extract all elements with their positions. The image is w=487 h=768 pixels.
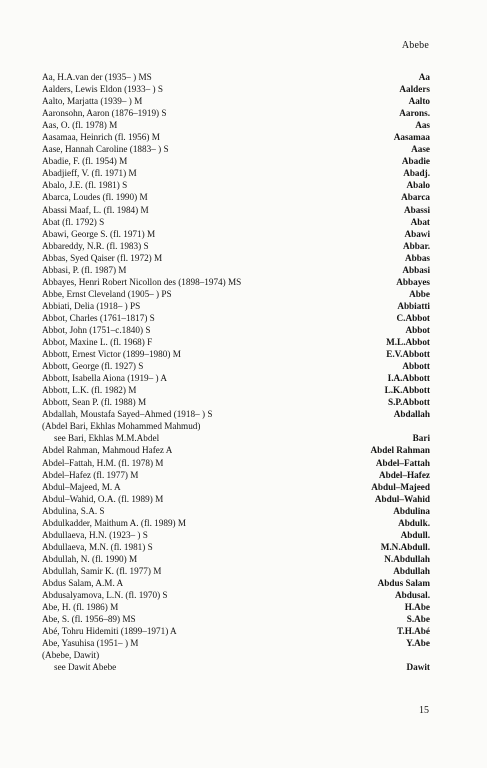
entry-row (42, 252, 430, 264)
author-entry: Abdul–Majeed, M. A (42, 481, 121, 492)
author-abbreviation: L.K.Abbott (384, 385, 430, 396)
entry-row (42, 565, 430, 577)
author-abbreviation: Aa (418, 72, 430, 82)
entry-row (42, 517, 430, 529)
entry-row (42, 408, 430, 420)
entry-row (42, 396, 430, 408)
author-abbreviation: Abdallah (393, 409, 430, 420)
author-entry: Aase, Hannah Caroline (1883– ) S (42, 144, 169, 155)
author-abbreviation: Aalto (408, 96, 430, 107)
author-entry: Abbas, Syed Qaiser (fl. 1972) M (42, 252, 163, 263)
author-abbreviation: M.L.Abbot (386, 337, 430, 348)
entry-row (42, 661, 430, 673)
author-entry: Abat (fl. 1792) S (42, 216, 105, 227)
author-abbreviation: C.Abbot (396, 312, 430, 323)
author-abbreviation: Abdulk. (398, 517, 430, 528)
author-abbreviation: Abawi (404, 228, 430, 239)
author-abbreviation: Abbayes (396, 276, 430, 287)
entry-row (42, 553, 430, 565)
entry-row (42, 240, 430, 252)
author-abbreviation: Abdel–Hafez (378, 469, 430, 480)
entry-row (42, 372, 430, 384)
author-abbreviation: Aas (415, 120, 430, 131)
author-entry: Abdul–Wahid, O.A. (fl. 1989) M (42, 493, 164, 504)
entry-row (42, 119, 430, 131)
author-entry: Abadjieff, V. (fl. 1971) M (42, 168, 137, 179)
author-entry: Abe, Yasuhisa (1951– ) M (42, 638, 139, 649)
author-entry: Abbott, Sean P. (fl. 1988) M (42, 397, 147, 408)
entry-row (42, 143, 430, 155)
author-entry: Abbayes, Henri Robert Nicollon des (1898–1974) MS (42, 276, 242, 287)
author-abbreviation: Dawit (406, 662, 430, 673)
author-abbreviation: Abbiatti (397, 300, 430, 311)
author-abbreviation: Abat (410, 216, 430, 227)
entry-row (42, 649, 430, 661)
entry-row (42, 312, 430, 324)
entry-row (42, 300, 430, 312)
entry-row (42, 71, 430, 83)
author-entry: Abbot, John (1751–c.1840) S (42, 324, 151, 335)
author-entry: Abbot, Maxine L. (fl. 1968) F (42, 337, 153, 348)
entry-row (42, 589, 430, 601)
author-abbreviation: Abdull. (400, 529, 430, 540)
entry-row (42, 481, 430, 493)
author-entry: see Dawit Abebe (54, 662, 117, 673)
author-entry: Abarca, Loudes (fl. 1990) M (42, 192, 148, 203)
author-entry: Abdel–Fattah, H.M. (fl. 1978) M (42, 457, 164, 468)
author-abbreviation: Aalders (399, 84, 430, 95)
author-entry: Abbe, Ernst Cleveland (1905– ) PS (42, 288, 172, 299)
author-abbreviation: Abbot (405, 324, 430, 335)
author-entry: (Abdel Bari, Ekhlas Mohammed Mahmud) (42, 421, 201, 432)
entry-row (42, 469, 430, 481)
entry-row (42, 155, 430, 167)
author-abbreviation: Aase (411, 144, 430, 155)
author-entry: see Bari, Ekhlas M.M.Abdel (54, 433, 160, 444)
page-number: 15 (419, 705, 429, 716)
author-abbreviation: Y.Abe (406, 638, 430, 649)
entry-row (42, 432, 430, 444)
author-abbreviation: E.V.Abbott (386, 349, 430, 360)
entry-row (42, 191, 430, 203)
author-abbreviation: Abdul–Majeed (371, 481, 430, 492)
author-abbreviation: N.Abdullah (384, 553, 430, 564)
author-abbreviation: Abdul–Wahid (374, 493, 430, 504)
entry-row (42, 204, 430, 216)
author-entry: Abdusalyamova, L.N. (fl. 1970) S (42, 590, 168, 601)
entry-row (42, 444, 430, 456)
author-entry: Abdullah, Samir K. (fl. 1977) M (42, 565, 162, 576)
entry-row (42, 360, 430, 372)
running-head: Abebe (401, 40, 429, 51)
author-abbreviation: S.P.Abbott (387, 397, 430, 408)
entry-row (42, 541, 430, 553)
author-abbreviation: Bari (412, 433, 430, 444)
entry-row (42, 348, 430, 360)
author-entry: Abbott, Ernest Victor (1899–1980) M (42, 349, 181, 360)
author-abbreviation: Aarons. (399, 108, 430, 119)
author-entry: Aalders, Lewis Eldon (1933– ) S (42, 84, 163, 95)
author-entry: Abadie, F. (fl. 1954) M (42, 156, 128, 167)
author-entry: Abbott, L.K. (fl. 1982) M (42, 385, 137, 396)
author-abbreviation: Aasamaa (393, 132, 430, 143)
entry-row (42, 107, 430, 119)
author-entry: Abdallah, Moustafa Sayed–Ahmed (1918– ) S (42, 409, 213, 420)
author-abbreviation: Abdulina (393, 505, 430, 516)
entry-row (42, 228, 430, 240)
author-entry: Abé, Tohru Hidemiti (1899–1971) A (42, 626, 177, 637)
entry-row (42, 179, 430, 191)
author-abbreviation: Abbe (409, 288, 430, 299)
entry-row (42, 216, 430, 228)
author-entry: Aaronsohn, Aaron (1876–1919) S (42, 108, 167, 119)
entry-row (42, 276, 430, 288)
author-abbreviation: I.A.Abbott (387, 373, 430, 384)
entry-row (42, 529, 430, 541)
author-abbreviation: Abalo (406, 180, 430, 191)
entry-row (42, 493, 430, 505)
author-entry: Abawi, George S. (fl. 1971) M (42, 228, 156, 239)
entry-row (42, 336, 430, 348)
entry-row (42, 83, 430, 95)
author-entry: Abdel–Hafez (fl. 1977) M (42, 469, 139, 480)
author-entry: Aas, O. (fl. 1978) M (42, 120, 118, 131)
author-entry: Abdel Rahman, Mahmoud Hafez A (42, 445, 173, 456)
entry-row (42, 457, 430, 469)
author-abbreviation: Abdel–Fattah (375, 457, 430, 468)
author-entry: Abbott, George (fl. 1927) S (42, 361, 144, 372)
entry-row (42, 577, 430, 589)
author-abbreviation: Abarca (401, 192, 430, 203)
author-entry: Abbott, Isabella Aiona (1919– ) A (42, 373, 168, 384)
author-abbreviation: H.Abe (404, 602, 430, 613)
entry-row (42, 288, 430, 300)
entry-row (42, 167, 430, 179)
entry-list (42, 71, 430, 673)
entry-row (42, 601, 430, 613)
author-entry: Abdulina, S.A. S (42, 505, 105, 516)
author-entry: Abassi Maaf, L. (fl. 1984) M (42, 204, 149, 215)
author-abbreviation: Abdusal. (395, 590, 430, 601)
author-entry: (Abebe, Dawit) (42, 650, 100, 661)
entry-row (42, 420, 430, 432)
author-entry: Aalto, Marjatta (1939– ) M (42, 96, 143, 107)
author-abbreviation: Abadie (401, 156, 430, 167)
entry-row (42, 95, 430, 107)
entry-row (42, 625, 430, 637)
author-abbreviation: Abbar. (403, 240, 430, 251)
author-abbreviation: Abdel Rahman (370, 445, 430, 456)
author-abbreviation: Abbott (402, 361, 430, 372)
entry-row (42, 324, 430, 336)
entry-row (42, 637, 430, 649)
author-entry: Abbot, Charles (1761–1817) S (42, 312, 155, 323)
author-entry: Abbasi, P. (fl. 1987) M (42, 264, 127, 275)
author-entry: Abdullaeva, M.N. (fl. 1981) S (42, 541, 153, 552)
entry-row (42, 264, 430, 276)
author-entry: Abalo, J.E. (fl. 1981) S (42, 180, 128, 191)
entry-row (42, 613, 430, 625)
author-entry: Abe, S. (fl. 1956–89) MS (42, 614, 136, 625)
entry-row (42, 384, 430, 396)
author-abbreviation: S.Abe (406, 614, 430, 625)
author-entry: Abdullaeva, H.N. (1923– ) S (42, 529, 148, 540)
author-entry: Abbareddy, N.R. (fl. 1983) S (42, 240, 149, 251)
author-entry: Aasamaa, Heinrich (fl. 1956) M (42, 132, 160, 143)
author-abbreviation: Abassi (403, 204, 430, 215)
author-abbreviation: Abbas (404, 252, 430, 263)
author-entry: Abe, H. (fl. 1986) M (42, 602, 119, 613)
author-entry: Abdullah, N. (fl. 1990) M (42, 553, 138, 564)
author-abbreviation: Abdus Salam (377, 577, 430, 588)
author-abbreviation: Abbasi (402, 264, 430, 275)
entry-row (42, 505, 430, 517)
author-entry: Abdus Salam, A.M. A (42, 577, 124, 588)
author-abbreviation: T.H.Abé (396, 626, 430, 637)
author-entry: Abdulkadder, Maithum A. (fl. 1989) M (42, 517, 187, 528)
author-entry: Aa, H.A.van der (1935– ) MS (42, 72, 152, 82)
entry-row (42, 131, 430, 143)
author-entry: Abbiati, Delia (1918– ) PS (42, 300, 141, 311)
author-abbreviation: M.N.Abdull. (380, 541, 430, 552)
author-abbreviation: Abadj. (403, 168, 430, 179)
author-abbreviation: Abdullah (393, 565, 430, 576)
